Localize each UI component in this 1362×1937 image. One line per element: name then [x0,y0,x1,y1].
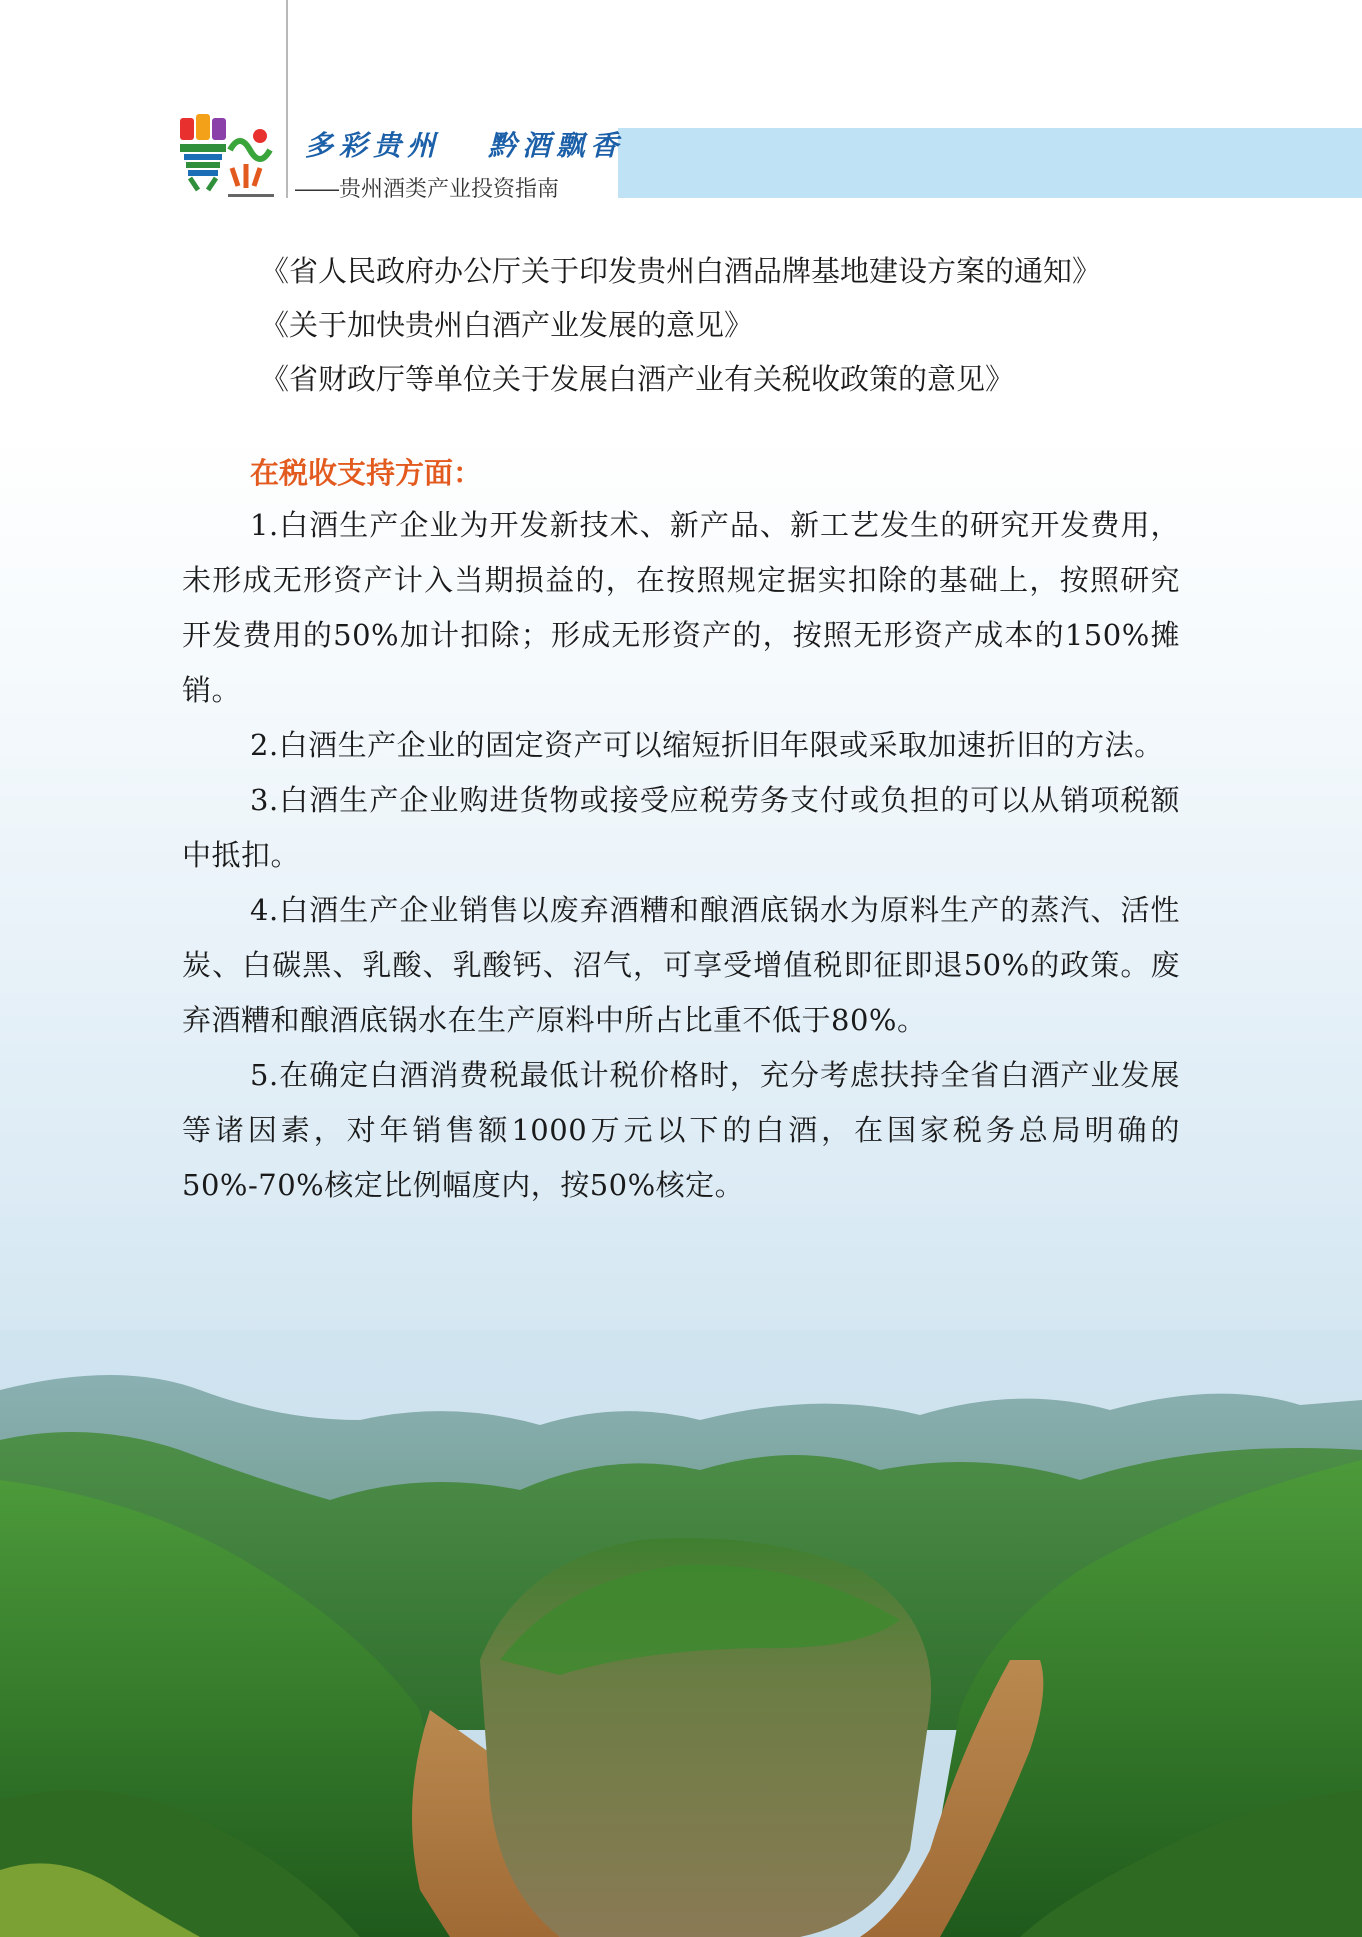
page-content [182,244,1182,1213]
header-subtitle: ——贵州酒类产业投资指南 [295,176,560,201]
header-slogan: 多彩贵州 黔酒飘香 [305,129,625,162]
header-divider-line [286,0,288,198]
guizhou-logo [172,110,282,200]
policy-paragraph-4: 4.白酒生产企业销售以废弃酒糟和酿酒底锅水为原料生产的蒸汽、活性炭、白碳黑、乳酸、乳酸钙、沼气，可享受增值税即征即退50%的政策。废弃酒糟和酿酒底锅水在生产原料中所占比重不低于80%。 [182,893,1180,1037]
section-title: 在税收支持方面： [250,458,483,490]
header-color-band [618,128,1362,198]
reference-item: 《关于加快贵州白酒产业发展的意见》 [260,308,754,342]
reference-item: 《省财政厅等单位关于发展白酒产业有关税收政策的意见》 [260,362,1015,396]
policy-paragraph-1: 1.白酒生产企业为开发新技术、新产品、新工艺发生的研究开发费用，未形成无形资产计入当期损益的，在按照规定据实扣除的基础上，按照研究开发费用的50%加计扣除；形成无形资产的，按照无形资产成本的150%摊销。 [182,508,1180,707]
policy-paragraph-3: 3.白酒生产企业购进货物或接受应税劳务支付或负担的可以从销项税额中抵扣。 [182,783,1180,872]
policy-paragraph-2: 2.白酒生产企业的固定资产可以缩短折旧年限或采取加速折旧的方法。 [250,728,1164,762]
mountain-canyon-landscape [0,1330,1362,1937]
reference-list [182,244,1182,406]
policy-paragraph-5: 5.在确定白酒消费税最低计税价格时，充分考虑扶持全省白酒产业发展等诸因素，对年销售额1000万元以下的白酒，在国家税务总局明确的50%-70%核定比例幅度内，按50%核定。 [182,1058,1180,1202]
reference-item: 《省人民政府办公厅关于印发贵州白酒品牌基地建设方案的通知》 [260,254,1102,288]
